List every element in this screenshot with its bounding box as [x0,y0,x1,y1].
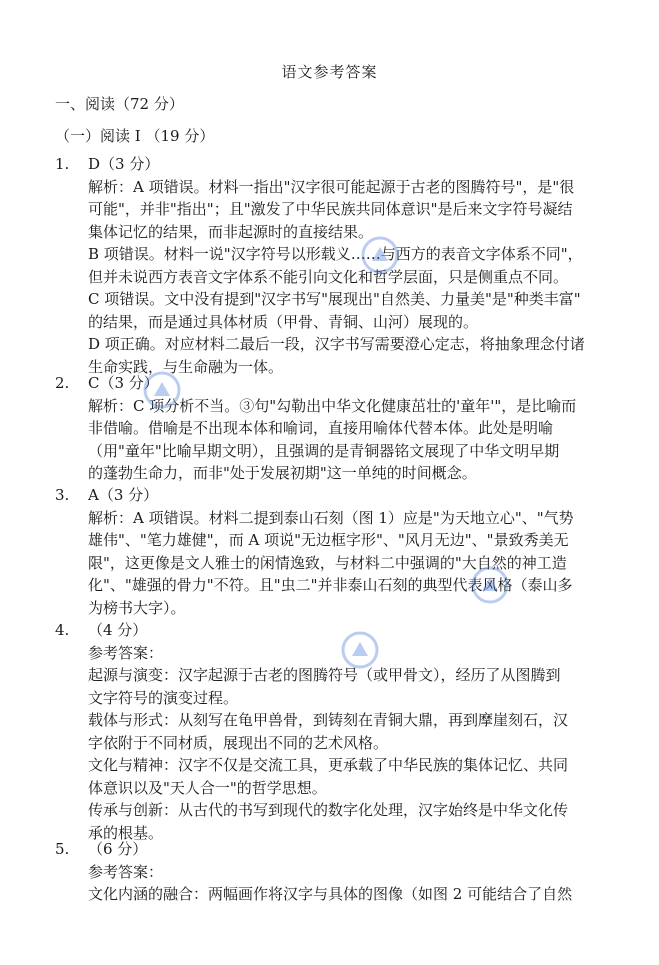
answer-line: 字依附于不同材质，展现出不同的艺术风格。 [88,733,389,752]
answer-line: 的蓬勃生命力，而非"处于发展初期"这一单纯的时间概念。 [88,464,477,482]
page-title: 语文参考答案 [281,63,378,81]
answer-line: A（3 分） [88,486,159,504]
question-number: 1. [55,155,70,173]
answer-line: 限"，这更像是文人雅士的闲情逸致，与材料二中强调的"大自然的神工造 [88,553,567,572]
answer-line: 传承与创新：从古代的书写到现代的数字化处理，汉字始终是中华文化传 [88,801,569,819]
answer-line: 载体与形式：从刻写在龟甲兽骨，到铸刻在青铜大鼎，再到摩崖刻石，汉 [88,711,569,729]
answer-line: 体意识以及"天人合一"的哲学思想。 [88,778,327,797]
answer-line: D 项正确。对应材料二最后一段，汉字书写需要澄心定志，将抽象理念付诸 [88,335,585,353]
answer-line: （4 分） [88,621,148,639]
question-1 [55,153,615,378]
answer-line: （6 分） [88,840,148,858]
answer-line: 承的根基。 [88,823,164,842]
answer-line: D（3 分） [88,155,160,173]
question-5 [55,838,615,906]
question-number: 2. [55,374,70,392]
question-3 [55,484,615,619]
question-number: 5. [55,840,70,858]
answer-line: 解析：A 项错误。材料一指出"汉字很可能起源于古老的图腾符号"，是"很 [88,177,575,196]
answer-line: 文字符号的演变过程。 [88,688,239,707]
question-number: 4. [55,621,70,639]
answer-line: 文化与精神：汉字不仅是交流工具，更承载了中华民族的集体记忆、共同 [88,756,569,774]
answer-line: 集体记忆的结果，而非起源时的直接结果。 [88,222,374,241]
section-heading-reading: 一、阅读（72 分） [55,95,184,113]
answer-line: 解析：C 项分析不当。③句"勾勒出中华文化健康茁壮的'童年'"，是比喻而 [88,396,577,415]
answer-line: 的结果，而是通过具体材质（甲骨、青铜、山河）展现的。 [88,312,479,331]
answer-line: 但并未说西方表音文字体系不能引向文化和哲学层面，只是侧重点不同。 [88,267,569,286]
answer-line: C（3 分） [88,374,159,392]
answer-line: C 项错误。文中没有提到"汉字书写"展现出"自然美、力量美"是"种类丰富" [88,290,581,308]
subsection-heading-reading-1: （一）阅读 I （19 分） [55,127,215,145]
question-2 [55,372,615,485]
answer-line: 非借喻。借喻是不出现本体和喻词，直接用喻体代替本体。此处是明喻 [88,419,554,437]
answer-line: 生命实践，与生命融为一体。 [88,357,284,376]
answer-line: 参考答案： [88,862,164,881]
answer-line: 雄伟"、"笔力雄健"，而 A 项说"无边框字形"、"风月无边"、"景致秀美无 [88,531,569,549]
answer-line: 文化内涵的融合：两幅画作将汉字与具体的图像（如图 2 可能结合了自然 [88,885,573,903]
answer-line: 起源与演变：汉字起源于古老的图腾符号（或甲骨文），经历了从图腾到 [88,666,561,684]
answer-line: B 项错误。材料一说"汉字符号以形载义……与西方的表音文字体系不同"， [88,245,583,263]
answer-line: 为榜书大字）。 [88,598,186,617]
question-number: 3. [55,486,70,504]
answer-line: 参考答案： [88,643,164,662]
answer-line: 可能"，并非"指出"；且"激发了中华民族共同体意识"是后来文字符号凝结 [88,200,573,218]
answer-line: 解析：A 项错误。材料二提到泰山石刻（图 1）应是"为天地立心"、"气势 [88,508,574,527]
question-4 [55,619,615,844]
answer-line: 化"、"雄强的骨力"不符。且"虫二"并非泰山石刻的典型代表风格（泰山多 [88,576,573,594]
answer-line: （用"童年"比喻早期文明），且强调的是青铜器铭文展现了中华文明早期 [88,441,560,460]
